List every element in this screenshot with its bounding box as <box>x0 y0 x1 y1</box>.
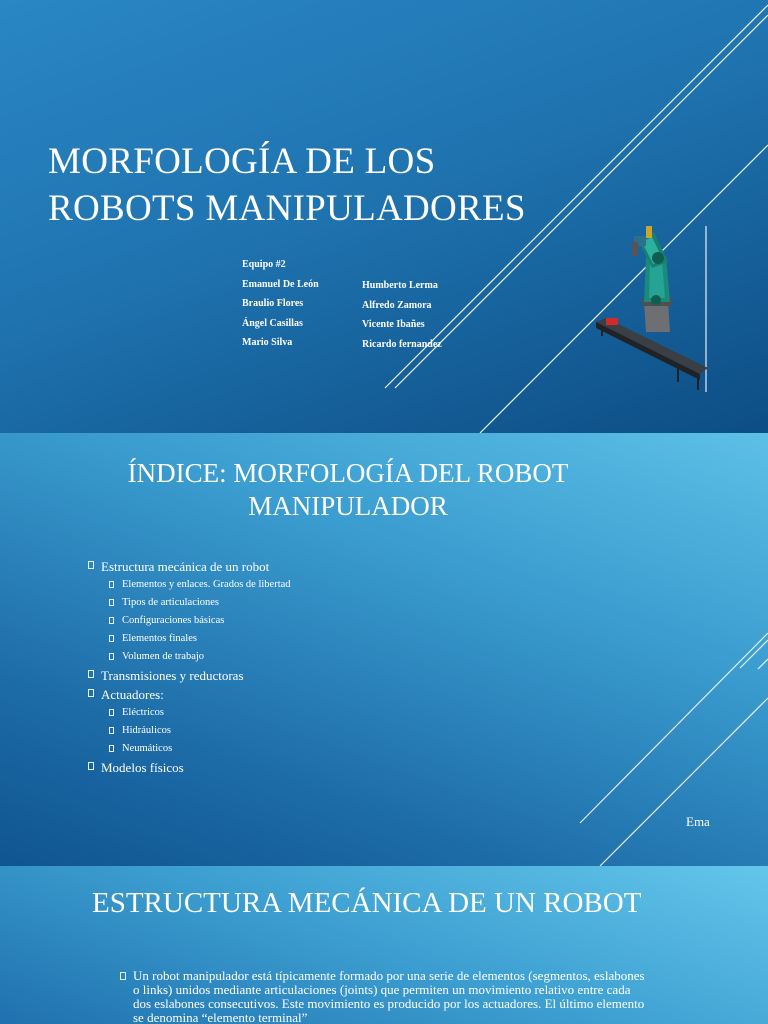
list-item: Estructura mecánica de un robot <box>88 557 608 576</box>
list-item: Neumáticos <box>88 740 608 758</box>
bullet-icon <box>88 670 94 678</box>
slide-index <box>0 433 768 866</box>
bullet-icon <box>109 635 114 642</box>
list-item: Transmisiones y reductoras <box>88 666 608 685</box>
section-title: ESTRUCTURA MECÁNICA DE UN ROBOT <box>92 887 642 919</box>
list-item: Hidráulicos <box>88 722 608 740</box>
body-paragraph: Un robot manipulador está típicamente formado por una serie de elementos (segmentos, eslabones o links) unidos mediante articulaciones (joints) que permiten un movimiento relativo entre cada dos eslabones consecutivos. Este movimiento es producido por los actuadores. El último elemento se denomina “elemento terminal” <box>120 969 648 1024</box>
list-item: Actuadores: <box>88 685 608 704</box>
team-member: Braulio Flores <box>242 298 304 309</box>
bullet-icon <box>109 745 114 752</box>
team-member: Emanuel De León <box>242 278 319 290</box>
bullet-icon <box>109 581 114 588</box>
bullet-icon <box>109 727 114 734</box>
bullet-icon <box>109 653 114 660</box>
team-member: Ángel Casillas <box>242 317 303 329</box>
list-item: Eléctricos <box>88 704 608 722</box>
list-item: Elementos y enlaces. Grados de libertad <box>88 576 608 594</box>
team-member: Vicente Ibañes <box>362 319 425 330</box>
team-heading: Equipo #2 <box>242 259 286 270</box>
list-item: Elementos finales <box>88 630 608 648</box>
list-item: Configuraciones básicas <box>88 612 608 630</box>
list-item: Tipos de articulaciones <box>88 594 608 612</box>
bullet-icon <box>109 617 114 624</box>
bullet-icon <box>109 709 114 716</box>
bullet-icon <box>120 972 126 980</box>
list-item: Volumen de trabajo <box>88 648 608 666</box>
footer-text: Ema <box>686 814 710 829</box>
team-member: Mario Silva <box>242 337 293 348</box>
bullet-icon <box>88 561 94 569</box>
slide-title-text: MORFOLOGÍA DE LOS ROBOTS MANIPULADORES <box>48 141 526 229</box>
bullet-icon <box>109 599 114 606</box>
index-list <box>88 557 608 777</box>
team-member: Humberto Lerma <box>362 280 438 291</box>
robot-arm-image <box>588 222 714 392</box>
list-item: Modelos físicos <box>88 758 608 777</box>
team-list-left <box>242 255 319 353</box>
slide-title <box>0 0 768 433</box>
index-title: ÍNDICE: MORFOLOGÍA DEL ROBOT MANIPULADOR <box>127 458 569 521</box>
bullet-icon <box>88 689 94 697</box>
team-list-right <box>362 276 442 354</box>
team-member: Alfredo Zamora <box>362 299 432 311</box>
team-member: Ricardo fernandez <box>362 338 442 350</box>
bullet-icon <box>88 762 94 770</box>
slide-mechanical-structure <box>0 866 768 1024</box>
